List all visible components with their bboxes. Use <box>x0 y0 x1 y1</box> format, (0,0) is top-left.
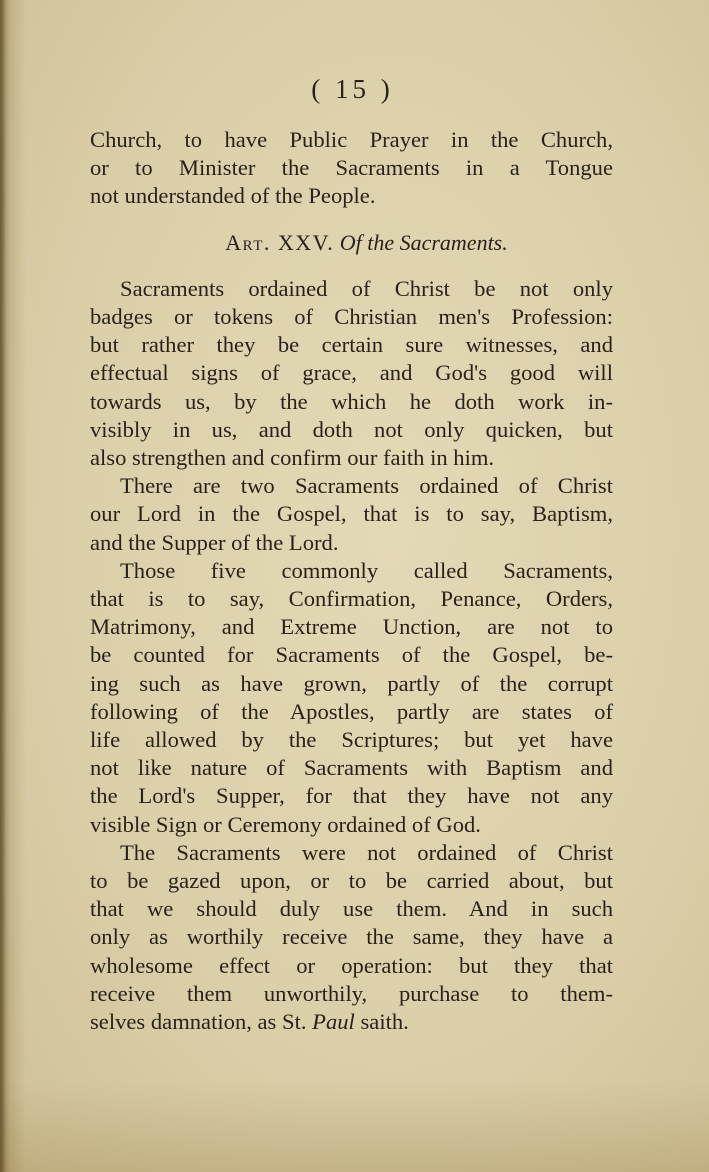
text-line: towards us, by the which he doth work in- <box>90 388 613 414</box>
continuation-paragraph <box>90 126 613 211</box>
text-line: Sacraments ordained of Christ be not only <box>120 275 613 301</box>
page-number: ( 15 ) <box>311 74 394 104</box>
paragraph-five-so-called-sacraments <box>90 557 613 839</box>
text-line: not understanded of the People. <box>90 183 376 209</box>
text-line: Those five commonly called Sacraments, <box>120 557 613 583</box>
text-line: that is to say, Confirmation, Penance, Orders, <box>90 586 613 612</box>
text-line: be counted for Sacraments of the Gospel, be- <box>90 642 613 668</box>
text-line: visibly in us, and doth not only quicken, but <box>90 416 613 442</box>
text-line: There are two Sacraments ordained of Christ <box>120 473 613 499</box>
text-line: Matrimony, and Extreme Unction, are not to <box>90 614 613 640</box>
text-line: also strengthen and confirm our faith in him. <box>90 445 495 471</box>
binding-edge-shadow <box>0 0 6 1172</box>
text-line: ing such as have grown, partly of the corrupt <box>90 670 613 696</box>
text-line: our Lord in the Gospel, that is to say, Baptism, <box>90 501 613 527</box>
text-line: or to Minister the Sacraments in a Tongue <box>90 155 613 181</box>
text-line: visible Sign or Ceremony ordained of God. <box>90 811 481 837</box>
article-heading <box>120 229 613 257</box>
italic-name: Paul <box>312 1009 355 1035</box>
text-line: that we should duly use them. And in such <box>90 896 613 922</box>
text-line: life allowed by the Scriptures; but yet have <box>90 727 613 753</box>
paragraph-use-of-sacraments <box>90 839 613 1036</box>
text-line: Church, to have Public Prayer in the Church, <box>90 127 613 152</box>
text-line: not like nature of Sacraments with Baptism and <box>90 755 613 781</box>
page-body <box>90 126 613 1036</box>
text-line: effectual signs of grace, and God's good will <box>90 360 613 386</box>
paragraph-two-sacraments <box>90 472 613 557</box>
paragraph-sacraments-definition <box>90 275 613 472</box>
text-line: wholesome effect or operation: but they that <box>90 952 613 978</box>
text-line: receive them unworthily, purchase to them- <box>90 980 613 1006</box>
article-label: Art. XXV. <box>225 229 335 255</box>
text-line <box>90 1008 613 1036</box>
text-line: and the Supper of the Lord. <box>90 529 339 555</box>
text-line: the Lord's Supper, for that they have not any <box>90 783 613 809</box>
text-line: only as worthily receive the same, they have a <box>90 924 613 950</box>
article-title: Of the Sacraments. <box>339 229 508 255</box>
text-line: The Sacraments were not ordained of Christ <box>120 839 613 865</box>
text-segment: saith. <box>354 1009 409 1035</box>
text-line: following of the Apostles, partly are states of <box>90 698 613 724</box>
text-line: but rather they be certain sure witnesses, and <box>90 332 613 358</box>
text-line: badges or tokens of Christian men's Profession: <box>90 304 613 330</box>
text-segment: selves damnation, as St. <box>90 1009 313 1035</box>
text-line: to be gazed upon, or to be carried about, but <box>90 868 613 894</box>
